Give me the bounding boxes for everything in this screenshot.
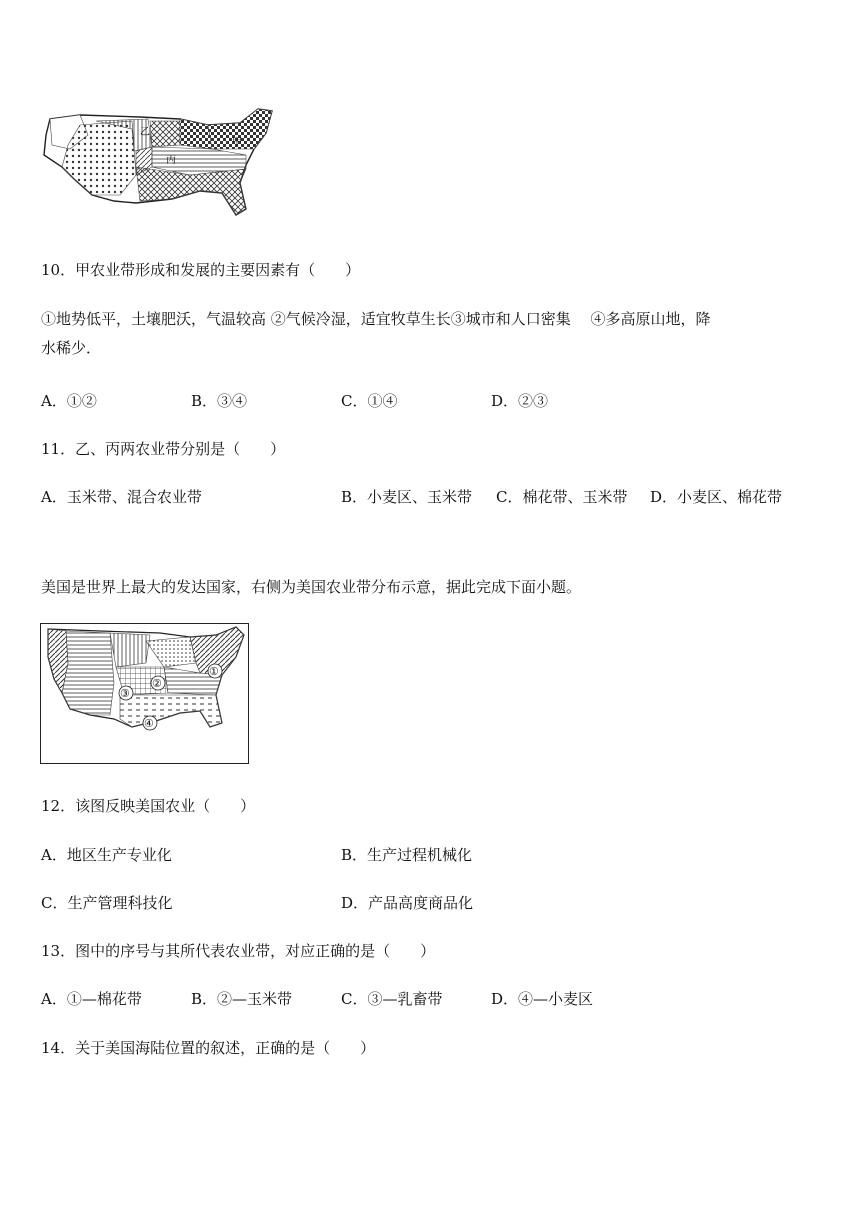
q14-stem: 14．关于美国海陆位置的叙述，正确的是（ ） [41,1039,376,1057]
q13-option-d[interactable]: D．④—小麦区 [491,990,594,1008]
q10-option-b[interactable]: B．③④ [191,392,248,410]
usa-agriculture-map-2 [40,623,250,765]
q11-option-c[interactable]: C．棉花带、玉米带 [496,488,628,506]
q13-option-b[interactable]: B．②—玉米带 [191,990,293,1008]
map2-label-1: ① [209,665,219,678]
q10-option-a[interactable]: A．①② [41,392,97,410]
q11-option-b[interactable]: B．小麦区、玉米带 [341,488,473,506]
map1-label-jia: 甲 [232,137,242,148]
q11-stem: 11．乙、丙两农业带分别是（ ） [41,440,286,458]
q13-stem: 13．图中的序号与其所代表农业带，对应正确的是（ ） [41,942,436,960]
map2-label-3: ③ [120,687,130,700]
q13-option-c[interactable]: C．③—乳畜带 [341,990,443,1008]
q12-stem: 12．该图反映美国农业（ ） [41,797,256,815]
q10-statements-line1: ①地势低平，土壤肥沃，气温较高 ②气候冷湿，适宜牧草生长③城市和人口密集 ④多高原山地，降 [41,310,711,328]
q10-stem: 10．甲农业带形成和发展的主要因素有（ ） [41,261,361,279]
q12-option-b[interactable]: B．生产过程机械化 [341,846,473,864]
map1-label-yi: 乙 [140,127,150,138]
q12-option-a[interactable]: A．地区生产专业化 [41,846,172,864]
map1-label-bing: 丙 [166,155,176,166]
q10-statements-line2: 水稀少． [41,339,102,357]
q10-option-d[interactable]: D．②③ [491,392,549,410]
usa-agriculture-map-1 [40,105,280,237]
q13-option-a[interactable]: A．①—棉花带 [41,990,142,1008]
intro-text: 美国是世界上最大的发达国家，右侧为美国农业带分布示意，据此完成下面小题。 [41,578,582,596]
map2-label-2: ② [152,677,162,690]
q11-option-a[interactable]: A．玉米带、混合农业带 [41,488,202,506]
q10-option-c[interactable]: C．①④ [341,392,398,410]
q11-option-d[interactable]: D．小麦区、棉花带 [650,488,783,506]
q12-option-d[interactable]: D．产品高度商品化 [341,894,474,912]
map2-label-4: ④ [144,717,154,730]
q12-option-c[interactable]: C．生产管理科技化 [41,894,173,912]
